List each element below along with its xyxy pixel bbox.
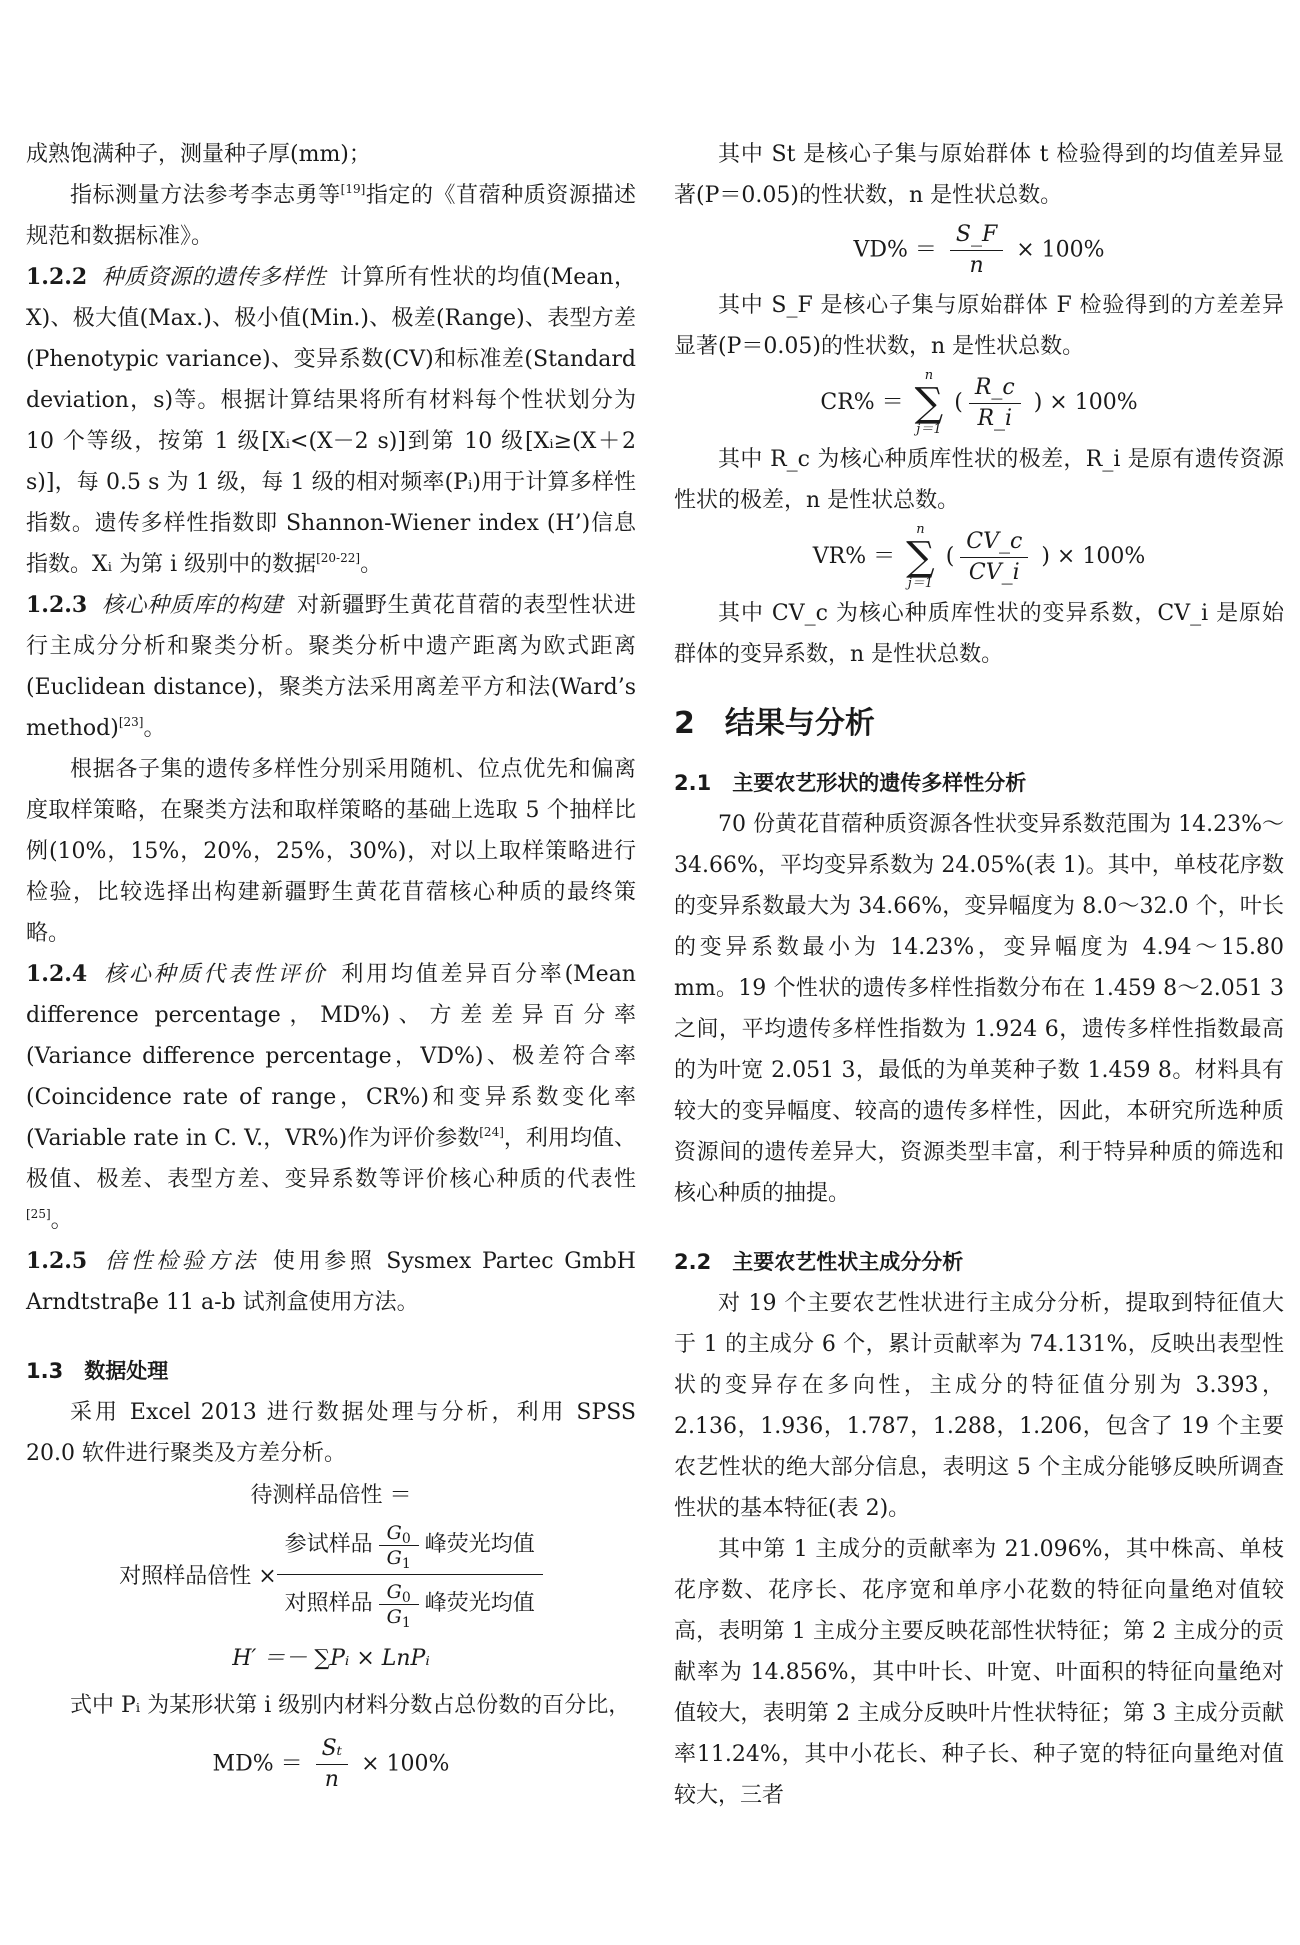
right-column [674,134,1284,1816]
section-2-heading: 2 结果与分析 [674,706,875,741]
section-title: 核心种质代表性评价 [101,962,328,987]
formula-ploidy [26,1476,636,1633]
fraction [950,220,1003,281]
section-1-2-4 [26,954,636,1241]
text: j＝1 [916,422,942,437]
fraction [969,373,1021,434]
formula-ploidy-fraction [277,1516,543,1633]
paragraph-sampling-strategy: 根据各子集的遗传多样性分别采用随机、位点优先和偏离度取样策略，在聚类方法和取样策略的基础上选取 5 个抽样比例(10%，15%，20%，25%，30%)，对以上取样策略进行检验，比较选择出构建新疆野生黄花苜蓿核心种质的最终策略。 [26,757,636,946]
text: n [916,522,925,537]
citation: [24] [479,1125,504,1139]
paragraph-pca-components: 其中第 1 主成分的贡献率为 21.096%，其中株高、单枝花序数、花序长、花序宽和单序小花数的特征向量绝对值较高，表明第 1 主成分主要反映花部性状特征；第 2 主成分的贡献率为 14.856%，其中叶长、叶宽、叶面积的特征向量绝对值较大，表明第 2 主成分反映叶片性状特征；第 3 主成分贡献率11.24%，其中小花长、种子长、种子宽的特征向量绝对值较大，三者 [674,1537,1284,1808]
citation: [19] [340,182,366,196]
text: 0 [401,1589,411,1606]
section-1-2-2 [26,257,636,585]
paragraph-data-processing: 采用 Excel 2013 进行数据处理与分析，利用 SPSS 20.0 软件进行聚类及方差分析。 [26,1400,636,1466]
section-2-1-heading: 2.1 主要农艺形状的遗传多样性分析 [674,771,1027,795]
text: VD% ＝ [853,237,937,263]
text: H′ ＝－ ∑Pᵢ × LnPᵢ [232,1646,430,1671]
g-ratio [379,1580,419,1629]
section-text: 计算所有性状的均值(Mean，X)、极大值(Max.)、极小值(Min.)、极差(Range)、表型方差(Phenotypic variance)、变异系数(CV)和标准差(Standard deviation，s)等。根据计算结果将所有材料每个性状划分为 10 个等级，按第 1 级[Xᵢ<(X－2 s)]到第 10 级[Xᵢ≥(X＋2 s)]，每 0.5 s 为 1 级，每 1 级的相对频率(Pᵢ)用于计算多样性指数。遗传多样性指数即 Shannon-Wiener index (H’)信息指数。Xᵢ 为第 i 级别中的数据 [26,265,636,577]
text: 。 [360,552,383,577]
section-1-2-5 [26,1241,636,1323]
formula-ploidy-control: 对照样品倍性 × [119,1564,277,1589]
formula-ploidy-denominator [277,1575,543,1633]
text: 0 [401,1530,411,1547]
section-2-2-heading: 2.2 主要农艺性状主成分分析 [674,1250,964,1274]
text: G [386,1605,402,1628]
citation: [20-22] [316,551,361,565]
section-number: 1.2.4 [26,961,88,987]
text: CV_i [968,559,1020,585]
formula-shannon [26,1633,636,1685]
section-1-2-3 [26,585,636,749]
formula-vr: VR% ＝ n ∑ j＝1 ( $\frac{CV\_c}{CV\_i}$ ) × 100% [812,522,1146,591]
citation: [23] [118,715,144,729]
text: R_c [969,373,1021,404]
paragraph-sf-definition: 其中 S_F 是核心子集与原始群体 F 检验得到的方差差异显著(P＝0.05)的性状数，n 是性状总数。 [674,293,1284,359]
fraction [316,1734,349,1795]
paragraph-st-definition: 其中 St 是核心子集与原始群体 t 检验得到的均值差异显著(P＝0.05)的性状数，n 是性状总数。 [674,142,1284,208]
citation: [25] [26,1207,51,1221]
text: j＝1 [907,576,934,591]
text: 峰荧光均值 [424,1591,535,1616]
text: ) × 100% [1033,390,1138,415]
paragraph-pi-definition: 式中 Pᵢ 为某形状第 i 级别内材料分数占总份数的百分比， [70,1693,631,1718]
text: Sₜ [316,1734,349,1765]
text: CR% ＝ [820,390,904,415]
section-title: 种质资源的遗传多样性 [101,265,327,290]
text: G [386,1521,402,1544]
paragraph-method-ref [26,175,636,257]
text: R_i [977,405,1013,431]
text: n [969,253,984,278]
text: 指定的《苜蓿种质资源描述规范和数据标准》。 [26,183,636,249]
g-ratio [379,1521,419,1570]
paragraph-rc-definition: 其中 R_c 为核心种质库性状的极差，R_i 是原有遗传资源性状的极差，n 是性状总数。 [674,447,1284,513]
formula-ploidy-numerator [277,1516,543,1575]
sum-symbol: n ∑ j＝1 [914,368,944,437]
fraction [960,527,1028,588]
paragraph-seed-thickness: 成熟饱满种子，测量种子厚(mm)； [26,142,371,167]
text: 参试样品 [284,1532,373,1557]
section-number: 1.2.2 [26,264,88,290]
text: 对照样品 [284,1591,373,1616]
formula-cr: CR% ＝ n ∑ j＝1 ( $\frac{R\_c}{R\_i}$ ) × 100% [820,368,1138,437]
text: ) × 100% [1041,544,1146,569]
formula-vd [674,220,1284,281]
formula-md [26,1734,636,1795]
paragraph-genetic-diversity: 70 份黄花苜蓿种质资源各性状变异系数范围为 14.23%～34.66%，平均变异系数为 24.05%(表 1)。其中，单枝花序数的变异系数最大为 34.66%，变异幅度为 8.0～32.0 个，叶长的变异系数最小为 14.23%，变异幅度为 4.94～15.80 mm。19 个性状的遗传多样性指数分布在 1.459 8～2.051 3 之间，平均遗传多样性指数为 1.924 6，遗传多样性指数最高的为叶宽 2.051 3，最低的为单荚种子数 1.459 8。材料具有较大的变异幅度、较高的遗传多样性，因此，本研究所选种质资源间的遗传差异大，资源类型丰富，利于特异种质的筛选和核心种质的抽提。 [674,812,1284,1206]
formula-ploidy-lhs: 待测样品倍性 ＝ [250,1483,412,1508]
sum-symbol: n ∑ j＝1 [906,522,935,591]
text: 峰荧光均值 [424,1532,535,1557]
section-title: 核心种质库的构建 [101,593,284,618]
text: 。 [143,716,166,741]
text: G [386,1580,402,1603]
text: 指标测量方法参考李志勇等 [70,183,341,208]
text: MD% ＝ [212,1751,303,1777]
section-number: 1.2.3 [26,592,88,618]
text: G [386,1546,402,1569]
text: n [924,368,934,383]
section-text: 利用均值差异百分率(Mean difference percentage，MD%)、方差差异百分率(Variance difference percentage，VD%)、极差符合率(Coincidence rate of range，CR%)和变异系数变化率(Variable rate in C. V.，VR%)作为评价参数 [26,962,636,1151]
section-text: 对新疆野生黄花苜蓿的表型性状进行主成分分析和聚类分析。聚类分析中遗产距离为欧式距离(Euclidean distance)，聚类方法采用离差平方和法(Ward’s method) [26,593,636,741]
paragraph-cv-definition: 其中 CV_c 为核心种质库性状的变异系数，CV_i 是原始群体的变异系数，n 是性状总数。 [674,601,1284,667]
text: × 100% [361,1751,450,1777]
section-number: 1.2.5 [26,1248,88,1274]
text: 1 [401,1614,411,1631]
left-column [26,134,636,1795]
text: n [324,1767,339,1792]
text: × 100% [1016,237,1105,263]
text: 1 [401,1555,411,1572]
paragraph-pca: 对 19 个主要农艺性状进行主成分分析，提取到特征值大于 1 的主成分 6 个，累计贡献率为 74.131%，反映出表型性状的变异存在多向性，主成分的特征值分别为 3.393，2.136，1.936，1.787，1.288，1.206，包含了 19 个主要农艺性状的绝大部分信息，表明这 5 个主成分能够反映所调查性状的基本特征(表 2)。 [674,1291,1284,1521]
section-title: 倍性检验方法 [101,1249,259,1274]
text: CV_c [960,527,1028,558]
section-1-3-heading: 1.3 数据处理 [26,1359,169,1383]
text: 。 [50,1208,73,1233]
section-text: 使用参照 Sysmex Partec GmbH Arndtstraβe 11 a-b 试剂盒使用方法。 [26,1249,636,1315]
text: VR% ＝ [812,544,896,569]
section-text: ，利用均值、极值、极差、表型方差、变异系数等评价核心种质的代表性 [26,1126,636,1192]
text: S_F [950,220,1003,251]
